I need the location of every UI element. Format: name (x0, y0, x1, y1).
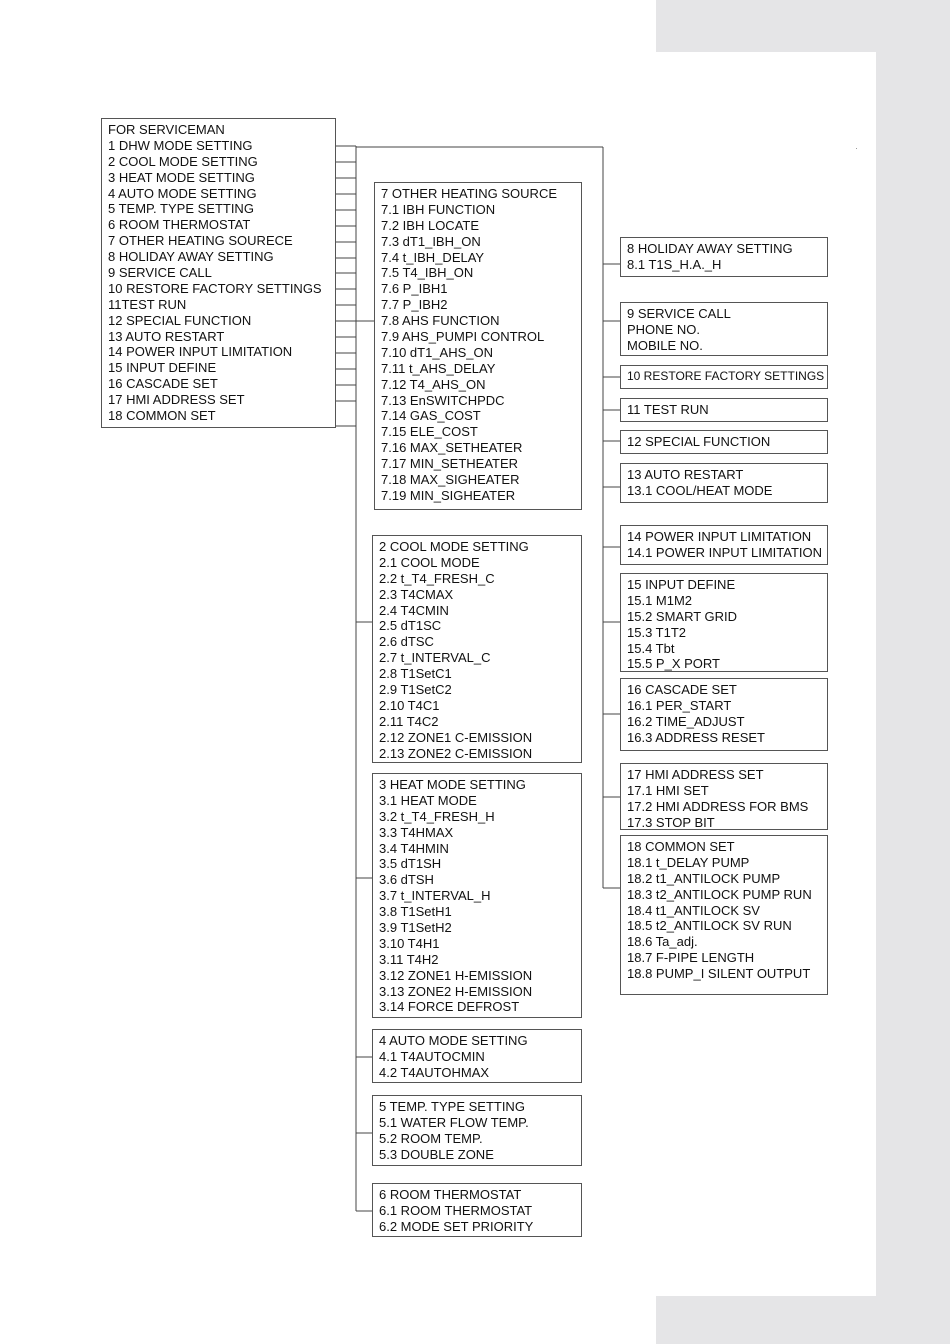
submenu-power-input (620, 525, 828, 565)
menu-item-service-call[interactable]: 9 SERVICE CALL (108, 265, 212, 281)
submenu-item: 14 POWER INPUT LIMITATION (627, 529, 812, 544)
submenu-item: 16.2 TIME_ADJUST (627, 713, 745, 729)
submenu-item: PHONE NO. (627, 321, 700, 337)
submenu-item: 7.19 MIN_SIGHEATER (381, 487, 516, 503)
submenu-item: 3.9 T1SetH2 (379, 920, 452, 936)
submenu-item: 6.2 MODE SET PRIORITY (379, 1218, 534, 1234)
submenu-item: 18.6 Ta_adj. (627, 934, 698, 950)
submenu-hmi-address (620, 763, 828, 830)
submenu-item: 2.11 T4C2 (379, 713, 439, 729)
submenu-item: 18.8 PUMP_I SILENT OUTPUT (627, 966, 811, 982)
submenu-item: 15.1 M1M2 (627, 592, 693, 608)
menu-item-hmi-address[interactable]: 17 HMI ADDRESS SET (108, 392, 245, 408)
submenu-item: 9 SERVICE CALL (627, 306, 731, 321)
submenu-item: 7.17 MIN_SETHEATER (381, 456, 519, 472)
menu-item-dhw-mode[interactable]: 1 DHW MODE SETTING (108, 137, 253, 153)
submenu-other-heating (374, 182, 582, 510)
submenu-item: 13.1 COOL/HEAT MODE (627, 482, 773, 498)
submenu-item: 7.18 MAX_SIGHEATER (381, 472, 520, 488)
submenu-item: 16 CASCADE SET (627, 682, 737, 697)
submenu-item: 15.3 T1T2 (627, 624, 687, 640)
submenu-item: 2.1 COOL MODE (379, 554, 480, 570)
submenu-item: 18 COMMON SET (627, 839, 735, 854)
submenu-item: 7.12 T4_AHS_ON (381, 376, 486, 392)
menu-item-input-define[interactable]: 15 INPUT DEFINE (108, 360, 217, 376)
submenu-item: 16.3 ADDRESS RESET (627, 729, 765, 745)
menu-item-test-run[interactable]: 11TEST RUN (108, 296, 187, 312)
submenu-item: 7.11 t_AHS_DELAY (381, 360, 496, 376)
submenu-item: 2.9 T1SetC2 (379, 682, 452, 698)
submenu-item: 2.8 T1SetC1 (379, 666, 452, 682)
submenu-item: 7.5 T4_IBH_ON (381, 265, 474, 281)
submenu-item: 3.4 T4HMIN (379, 840, 449, 856)
submenu-item: 10 RESTORE FACTORY SETTINGS (627, 369, 825, 383)
submenu-item: 18.4 t1_ANTILOCK SV (627, 902, 760, 918)
submenu-item: 4 AUTO MODE SETTING (379, 1033, 528, 1048)
submenu-item: 2.2 t_T4_FRESH_C (379, 570, 495, 586)
submenu-item: 3.14 FORCE DEFROST (379, 999, 520, 1015)
menu-item-auto-restart[interactable]: 13 AUTO RESTART (108, 328, 225, 344)
menu-item-other-heating[interactable]: 7 OTHER HEATING SOURECE (108, 233, 293, 249)
submenu-item: 4.1 T4AUTOCMIN (379, 1048, 485, 1064)
submenu-item: 4.2 T4AUTOHMAX (379, 1064, 490, 1080)
submenu-item: 7.14 GAS_COST (381, 408, 481, 424)
serviceman-menu (101, 118, 336, 428)
submenu-cascade-set (620, 678, 828, 751)
submenu-item: 18.7 F-PIPE LENGTH (627, 950, 755, 966)
submenu-holiday-away (620, 237, 828, 277)
submenu-item: 2.7 t_INTERVAL_C (379, 650, 491, 666)
menu-item-restore-factory[interactable]: 10 RESTORE FACTORY SETTINGS (108, 280, 322, 296)
submenu-item: 11 TEST RUN (627, 402, 709, 417)
submenu-item: 5.2 ROOM TEMP. (379, 1130, 483, 1146)
submenu-item: 3.13 ZONE2 H-EMISSION (379, 983, 533, 999)
submenu-auto-mode (372, 1029, 582, 1083)
menu-item-temp-type[interactable]: 5 TEMP. TYPE SETTING (108, 201, 254, 217)
submenu-item: 2.4 T4CMIN (379, 602, 449, 618)
submenu-item: 16.1 PER_START (627, 697, 732, 713)
submenu-item: 2.13 ZONE2 C-EMISSION (379, 745, 533, 761)
submenu-service-call (620, 302, 828, 356)
submenu-test-run (620, 398, 828, 422)
submenu-item: 7.13 EnSWITCHPDC (381, 392, 505, 408)
submenu-item: 3.5 dT1SH (379, 856, 442, 872)
submenu-item: 18.5 t2_ANTILOCK SV RUN (627, 918, 792, 934)
submenu-heat-mode (372, 773, 582, 1018)
menu-item-auto-mode[interactable]: 4 AUTO MODE SETTING (108, 185, 257, 201)
submenu-item: 14.1 POWER INPUT LIMITATION (627, 544, 823, 560)
submenu-cool-mode (372, 535, 582, 763)
submenu-temp-type (372, 1095, 582, 1166)
submenu-item: 12 SPECIAL FUNCTION (627, 434, 771, 449)
submenu-item: 3.3 T4HMAX (379, 824, 454, 840)
menu-item-cool-mode[interactable]: 2 COOL MODE SETTING (108, 153, 258, 169)
submenu-item: 3.2 t_T4_FRESH_H (379, 808, 495, 824)
submenu-item: 7.2 IBH LOCATE (381, 217, 480, 233)
submenu-item: 3.1 HEAT MODE (379, 792, 477, 808)
submenu-item: 7.3 dT1_IBH_ON (381, 233, 481, 249)
submenu-item: 17.3 STOP BIT (627, 814, 715, 830)
submenu-item: 8 HOLIDAY AWAY SETTING (627, 241, 793, 256)
submenu-item: MOBILE NO. (627, 337, 703, 353)
submenu-item: 7.4 t_IBH_DELAY (381, 249, 485, 265)
submenu-restore-factory (620, 365, 828, 389)
submenu-item: 5 TEMP. TYPE SETTING (379, 1099, 525, 1114)
submenu-input-define (620, 573, 828, 672)
submenu-item: 15.2 SMART GRID (627, 608, 738, 624)
submenu-item: 3 HEAT MODE SETTING (379, 777, 526, 792)
submenu-item: 2.3 T4CMAX (379, 586, 454, 602)
submenu-item: 15.5 P_X PORT (627, 656, 720, 672)
serviceman-menu-title: FOR SERVICEMAN (108, 122, 225, 137)
submenu-item: 15 INPUT DEFINE (627, 577, 736, 592)
submenu-item: 7.6 P_IBH1 (381, 281, 448, 297)
submenu-item: 18.1 t_DELAY PUMP (627, 854, 750, 870)
submenu-item: 7.10 dT1_AHS_ON (381, 344, 494, 360)
menu-item-heat-mode[interactable]: 3 HEAT MODE SETTING (108, 169, 255, 185)
submenu-item: 3.12 ZONE1 H-EMISSION (379, 967, 533, 983)
submenu-item: 6 ROOM THERMOSTAT (379, 1187, 522, 1202)
submenu-item: 13 AUTO RESTART (627, 467, 744, 482)
submenu-item: 7.15 ELE_COST (381, 424, 478, 440)
menu-item-special-function[interactable]: 12 SPECIAL FUNCTION (108, 312, 252, 328)
submenu-item: 17.2 HMI ADDRESS FOR BMS (627, 798, 809, 814)
submenu-item: 2.10 T4C1 (379, 697, 440, 713)
submenu-item: 7.9 AHS_PUMPI CONTROL (381, 329, 545, 345)
submenu-item: 7.1 IBH FUNCTION (381, 201, 496, 217)
submenu-item: 18.3 t2_ANTILOCK PUMP RUN (627, 886, 812, 902)
submenu-auto-restart (620, 463, 828, 503)
submenu-item: 3.10 T4H1 (379, 935, 440, 951)
menu-item-common-set[interactable]: 18 COMMON SET (108, 408, 216, 424)
submenu-item: 2.6 dTSC (379, 634, 434, 650)
submenu-item: 2.12 ZONE1 C-EMISSION (379, 729, 533, 745)
menu-item-holiday-away[interactable]: 8 HOLIDAY AWAY SETTING (108, 249, 274, 265)
submenu-item: 2.5 dT1SC (379, 618, 442, 634)
submenu-item: 7.7 P_IBH2 (381, 297, 448, 313)
submenu-item: 5.1 WATER FLOW TEMP. (379, 1114, 529, 1130)
submenu-item: 3.11 T4H2 (379, 951, 439, 967)
submenu-item: 17 HMI ADDRESS SET (627, 767, 764, 782)
submenu-room-thermostat (372, 1183, 582, 1237)
menu-item-room-thermostat[interactable]: 6 ROOM THERMOSTAT (108, 217, 251, 233)
submenu-item: 2 COOL MODE SETTING (379, 539, 529, 554)
submenu-item: 5.3 DOUBLE ZONE (379, 1146, 494, 1162)
submenu-item: 8.1 T1S_H.A._H (627, 256, 722, 272)
submenu-item: 3.6 dTSH (379, 872, 434, 888)
submenu-item: 7.8 AHS FUNCTION (381, 313, 500, 329)
menu-item-power-input[interactable]: 14 POWER INPUT LIMITATION (108, 344, 293, 360)
submenu-item: 7.16 MAX_SETHEATER (381, 440, 523, 456)
submenu-item: 6.1 ROOM THERMOSTAT (379, 1202, 533, 1218)
submenu-item: 7 OTHER HEATING SOURCE (381, 186, 558, 201)
submenu-item: 3.7 t_INTERVAL_H (379, 888, 491, 904)
submenu-common-set (620, 835, 828, 995)
submenu-item: 18.2 t1_ANTILOCK PUMP (627, 870, 781, 886)
submenu-item: 3.8 T1SetH1 (379, 904, 452, 920)
submenu-special-function (620, 430, 828, 454)
menu-item-cascade-set[interactable]: 16 CASCADE SET (108, 376, 218, 392)
submenu-item: 15.4 Tbt (627, 640, 675, 656)
submenu-item: 17.1 HMI SET (627, 782, 709, 798)
